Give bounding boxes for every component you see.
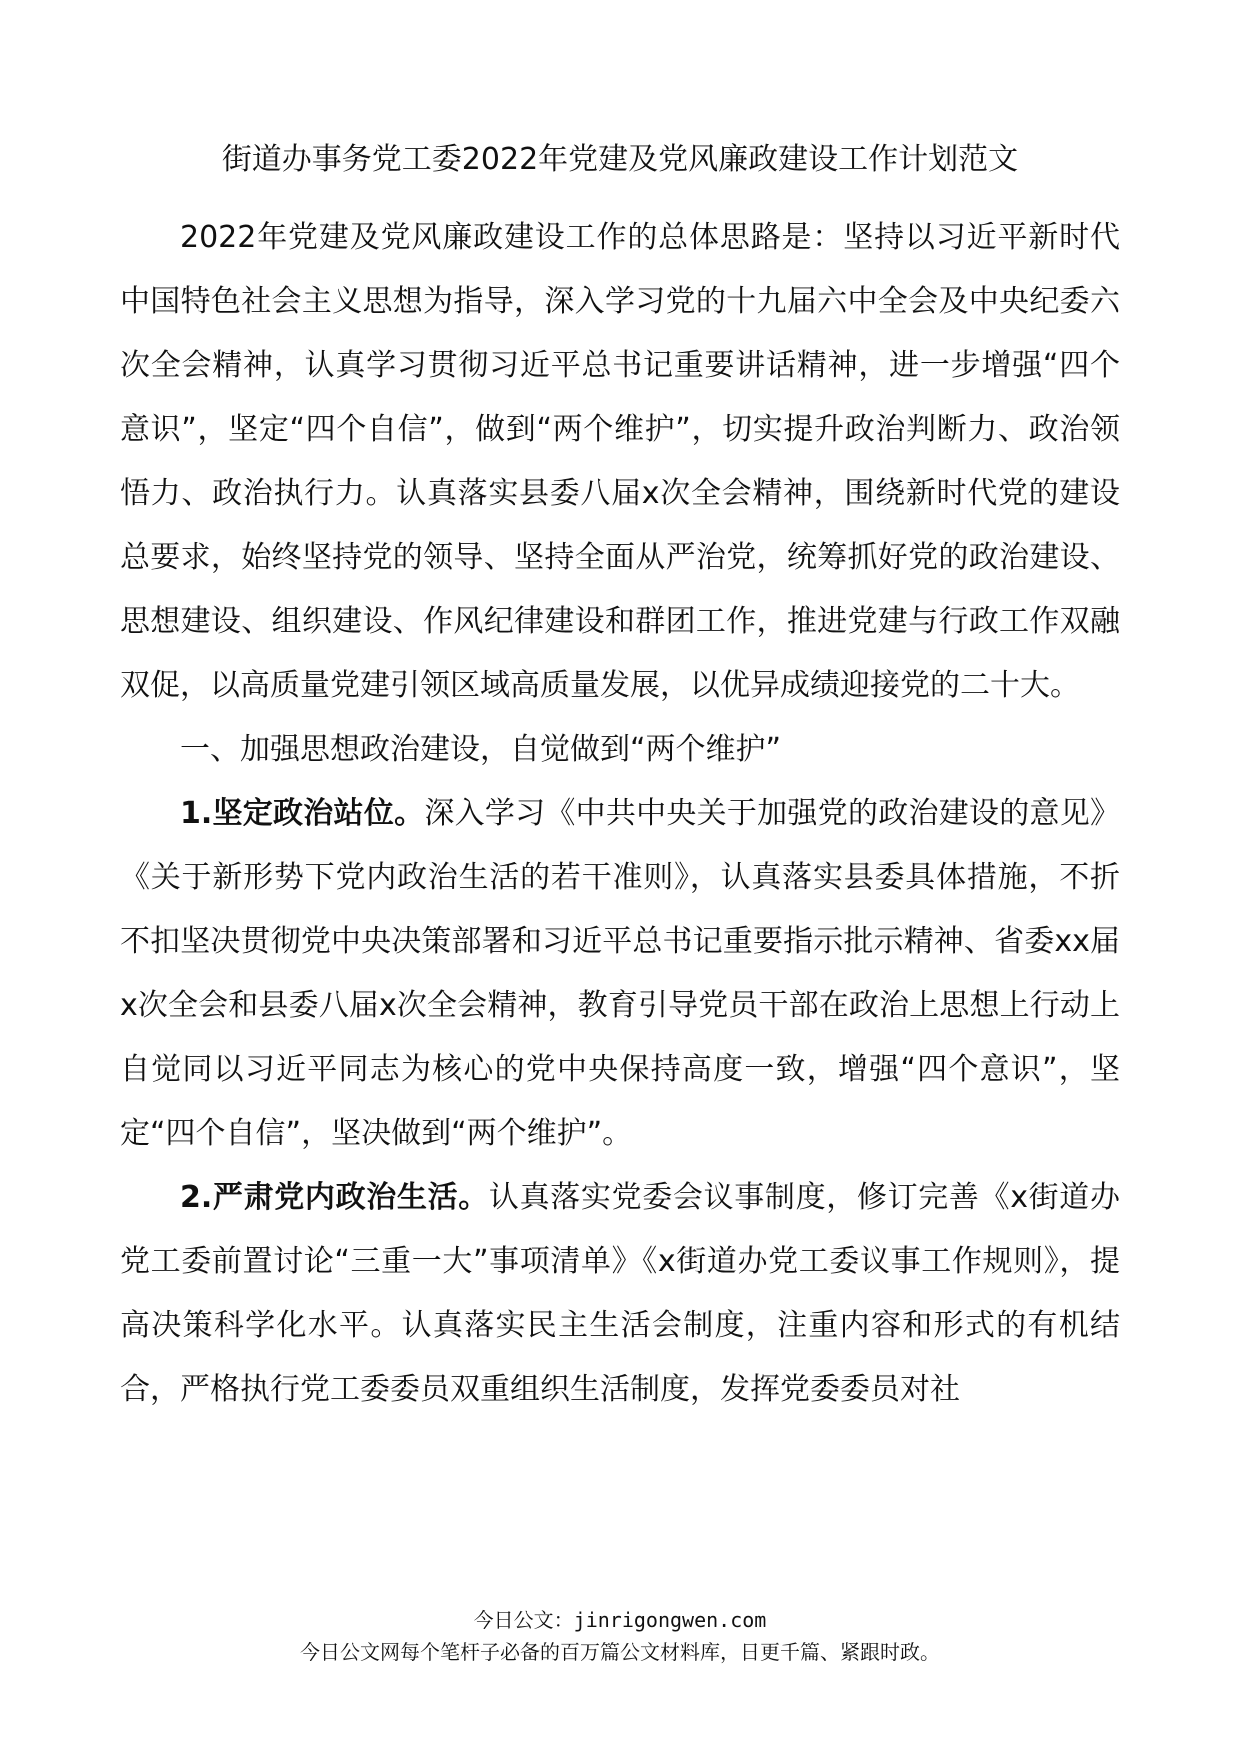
footer-site-line: 今日公文：jinrigongwen.com [473,1608,767,1632]
paragraph-text: 一、加强思想政治建设，自觉做到“两个维护” [180,732,782,767]
page-footer [0,1604,1240,1668]
paragraph-item-2 [120,1166,1120,1422]
paragraph-text: 2022年党建及党风廉政建设工作的总体思路是：坚持以习近平新时代中国特色社会主义思想为指导，深入学习党的十九届六中全会及中央纪委六次全会精神，认真学习贯彻习近平总书记重要讲话精神，进一步增强“四个意识”，坚定“四个自信”，做到“两个维护”，切实提升政治判断力、政治领悟力、政治执行力。认真落实县委八届x次全会精神，围绕新时代党的建设总要求，始终坚持党的领导、坚持全面从严治党，统筹抓好党的政治建设、思想建设、组织建设、作风纪律建设和群团工作，推进党建与行政工作双融双促，以高质量党建引领区域高质量发展，以优异成绩迎接党的二十大。 [120,220,1120,703]
paragraph-text: 认真落实党委会议事制度，修订完善《x街道办党工委前置讨论“三重一大”事项清单》《x街道办党工委议事工作规则》，提高决策科学化水平。认真落实民主生活会制度，注重内容和形式的有机结合，严格执行党工委委员双重组织生活制度，发挥党委委员对社 [120,1180,1120,1407]
paragraph-intro [120,206,1120,718]
document-body [120,206,1120,1422]
footer-slogan-line: 今日公文网每个笔杆子必备的百万篇公文材料库，日更千篇、紧跟时政。 [300,1640,940,1664]
paragraph-lead: 1.坚定政治站位。 [180,796,425,831]
document-title: 街道办事务党工委2022年党建及党风廉政建设工作计划范文 [221,142,1019,177]
section-heading [120,718,1120,782]
paragraph-lead: 2.严肃党内政治生活。 [180,1180,489,1215]
paragraph-text: 深入学习《中共中央关于加强党的政治建设的意见》《关于新形势下党内政治生活的若干准则》，认真落实县委具体措施，不折不扣坚决贯彻党中央决策部署和习近平总书记重要指示批示精神、省委xx届x次全会和县委八届x次全会精神，教育引导党员干部在政治上思想上行动上自觉同以习近平同志为核心的党中央保持高度一致，增强“四个意识”，坚定“四个自信”，坚决做到“两个维护”。 [120,796,1121,1151]
paragraph-item-1 [120,782,1120,1166]
